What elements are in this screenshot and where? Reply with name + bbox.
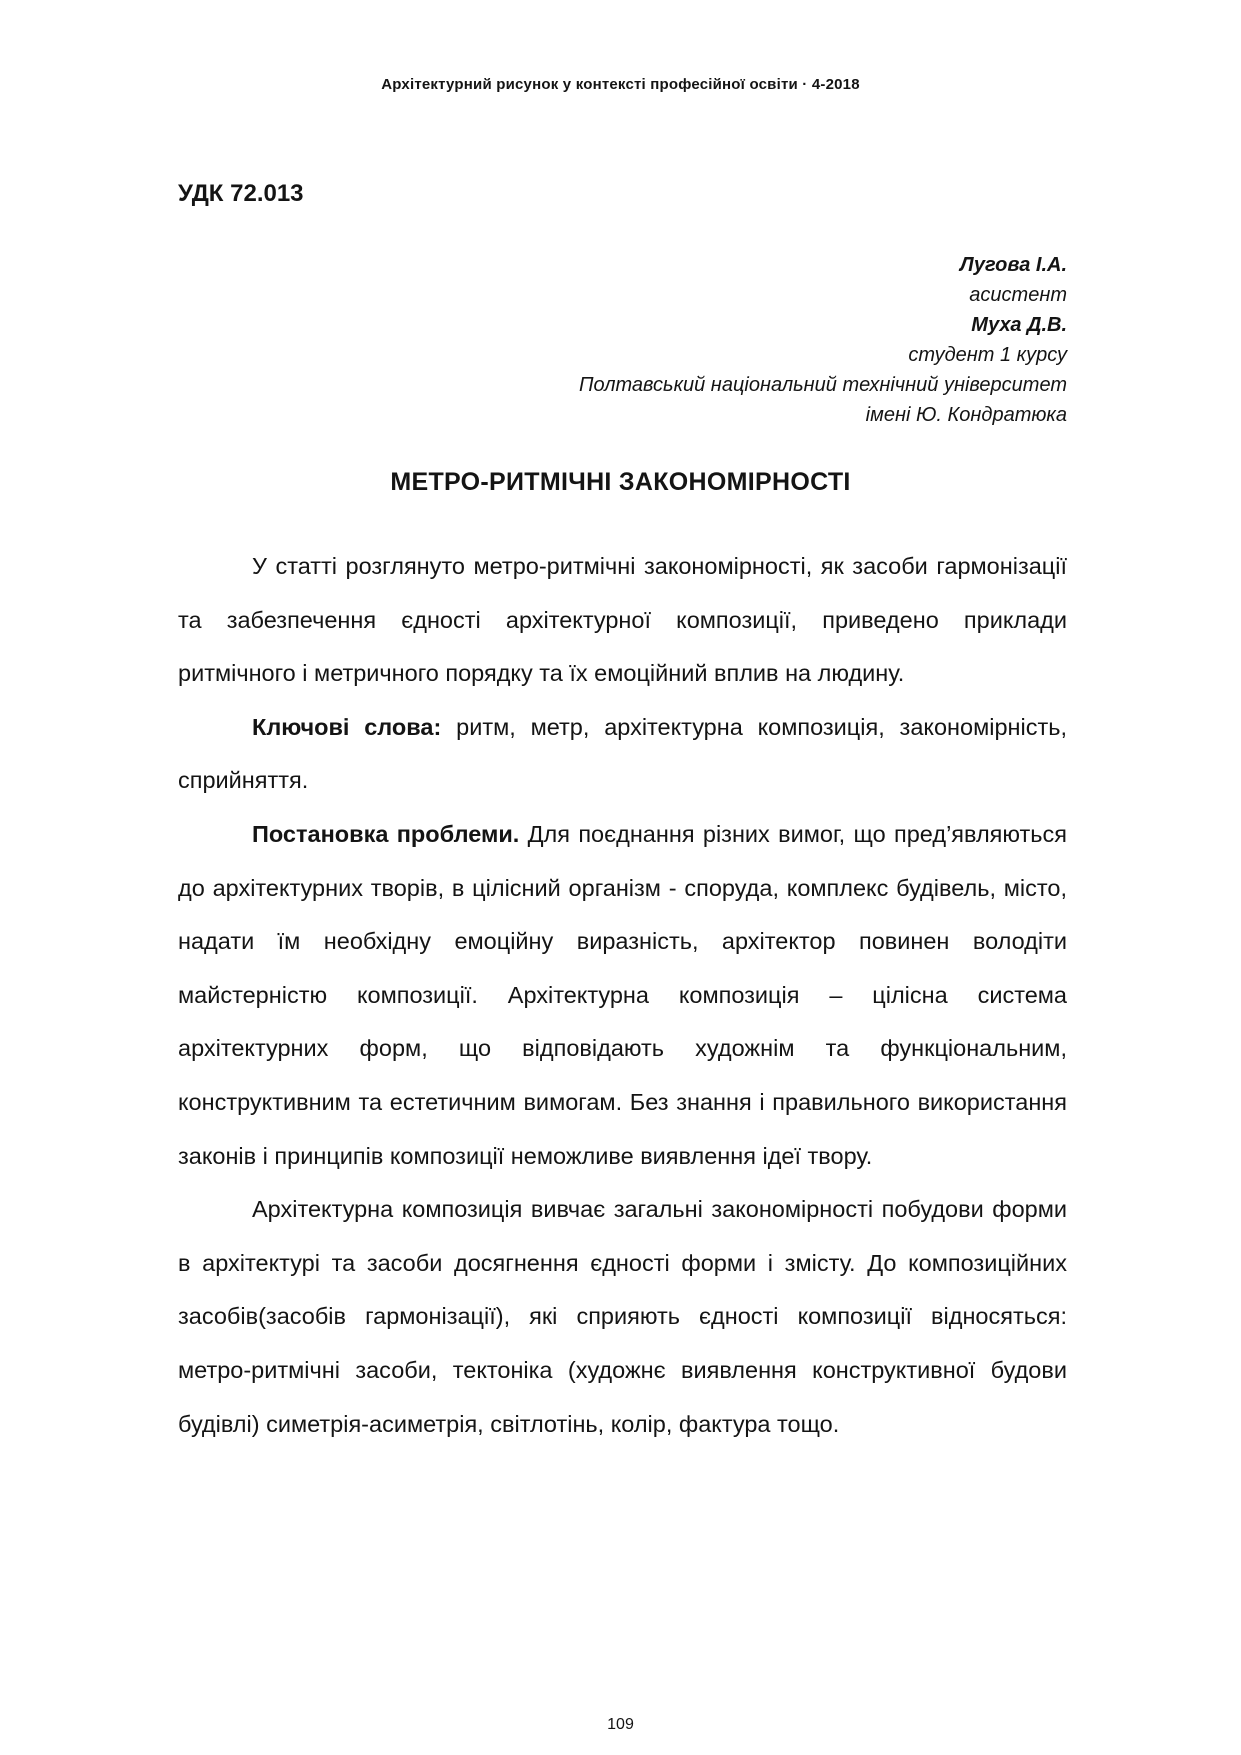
problem-paragraph (178, 808, 1067, 1183)
keywords-text: ритм, метр, архітектурна композиція, закономірність, сприйняття. (178, 713, 1067, 794)
affiliation-line: Полтавський національний технічний університет (579, 374, 1067, 396)
author-role: студент 1 курсу (908, 344, 1067, 366)
problem-text: Для поєднання різних вимог, що пред’являються до архітектурних творів, в цілісний організм - споруда, комплекс будівель, місто, надати їм необхідну емоційну виразність, архітектор повинен володіти майстерністю композиції. Архітектурна композиція – цілісна система архітектурних форм, що відповідають художнім та функціональним, конструктивним та естетичним вимогам. Без знання і правильного використання законів і принципів композиції неможливе виявлення ідеї твору. (178, 820, 1067, 1169)
page-number: 109 (607, 1716, 634, 1733)
abstract-paragraph: У статті розглянуто метро-ритмічні закономірності, як засоби гармонізації та забезпечення єдності архітектурної композиції, приведено приклади ритмічного і метричного порядку та їх емоційний вплив на людину. (178, 553, 1067, 687)
running-header: Архітектурний рисунок у контексті професійної освіти · 4-2018 (381, 76, 860, 93)
udc-code: УДК 72.013 (178, 180, 304, 207)
keywords-paragraph (178, 701, 1067, 808)
keywords-label: Ключові слова: (252, 713, 442, 740)
affiliation-line: імені Ю. Кондратюка (865, 404, 1067, 426)
composition-paragraph: Архітектурна композиція вивчає загальні закономірності побудови форми в архітектурі та засоби досягнення єдності форми і змісту. До композиційних засобів(засобів гармонізації), які сприяють єдності композиції відносяться: метро-ритмічні засоби, тектоніка (художнє виявлення конструктивної будови будівлі) симетрія-асиметрія, світлотінь, колір, фактура тощо. (178, 1196, 1067, 1437)
article-body (178, 540, 1067, 1451)
problem-label: Постановка проблеми. (252, 820, 520, 847)
author-name: Лугова І.А. (959, 254, 1067, 276)
article-title: МЕТРО-РИТМІЧНІ ЗАКОНОМІРНОСТІ (390, 468, 851, 496)
authors-block (367, 250, 1067, 430)
author-name: Муха Д.В. (971, 314, 1067, 336)
author-role: асистент (969, 284, 1067, 306)
